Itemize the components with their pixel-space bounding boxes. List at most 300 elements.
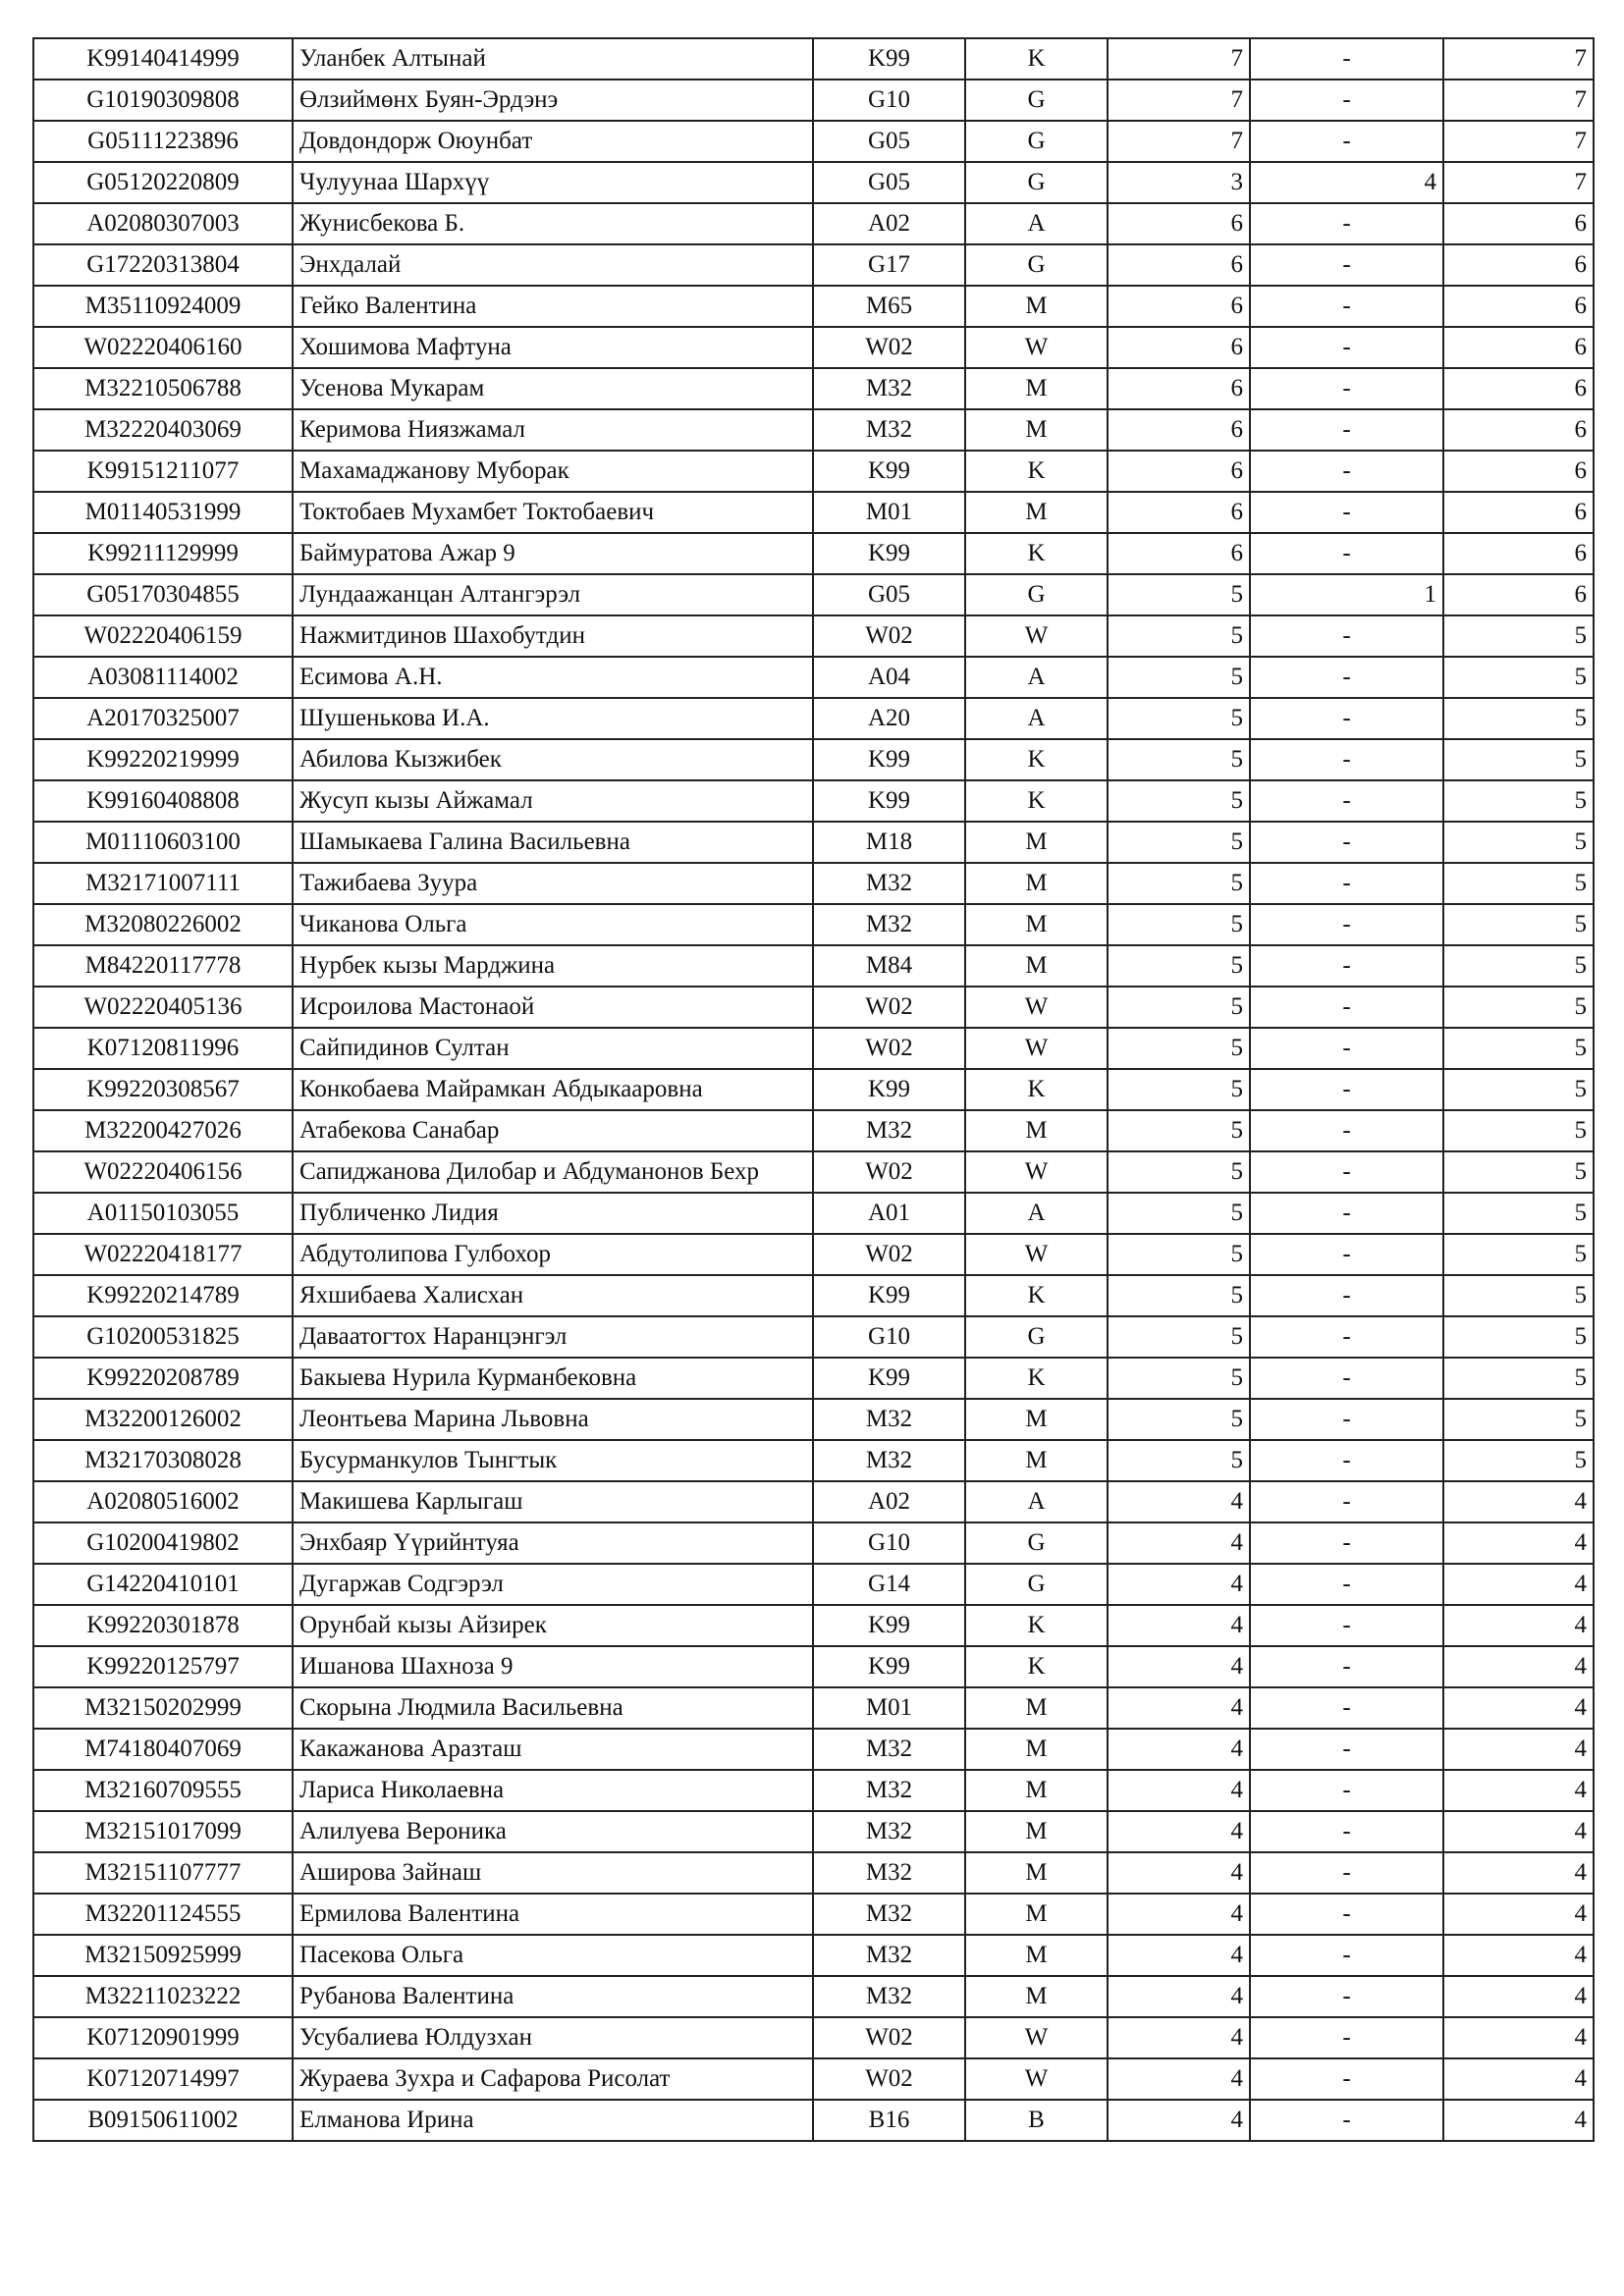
id-cell: W02220406159	[33, 615, 293, 657]
id-cell: K99211129999	[33, 533, 293, 574]
score-cell: 5	[1108, 657, 1250, 698]
name-cell: Энхдалай	[293, 244, 813, 286]
group-cell: K99	[813, 1646, 965, 1687]
table-row	[33, 1935, 1594, 1976]
name-cell: Уланбек Алтынай	[293, 38, 813, 80]
score-cell: 4	[1108, 1935, 1250, 1976]
table-row	[33, 615, 1594, 657]
total-cell: 5	[1443, 1234, 1594, 1275]
extra-cell: -	[1250, 1811, 1443, 1852]
id-cell: G10190309808	[33, 80, 293, 121]
score-cell: 5	[1108, 1275, 1250, 1316]
id-cell: K07120901999	[33, 2017, 293, 2058]
name-cell: Усенова Мукарам	[293, 368, 813, 409]
extra-cell: -	[1250, 1729, 1443, 1770]
group-cell: K99	[813, 533, 965, 574]
id-cell: K99220208789	[33, 1358, 293, 1399]
total-cell: 4	[1443, 2058, 1594, 2100]
extra-cell: -	[1250, 657, 1443, 698]
extra-cell: -	[1250, 780, 1443, 822]
id-cell: B09150611002	[33, 2100, 293, 2141]
id-cell: K99140414999	[33, 38, 293, 80]
name-cell: Жураева Зухра и Сафарова Рисолат	[293, 2058, 813, 2100]
category-cell: M	[965, 492, 1108, 533]
group-cell: G05	[813, 574, 965, 615]
table-row	[33, 409, 1594, 451]
extra-cell: -	[1250, 615, 1443, 657]
group-cell: K99	[813, 1605, 965, 1646]
score-cell: 7	[1108, 80, 1250, 121]
table-row	[33, 1729, 1594, 1770]
category-cell: M	[965, 286, 1108, 327]
group-cell: G17	[813, 244, 965, 286]
total-cell: 6	[1443, 533, 1594, 574]
score-cell: 4	[1108, 1522, 1250, 1564]
id-cell: W02220405136	[33, 987, 293, 1028]
id-cell: K99220219999	[33, 739, 293, 780]
table-row	[33, 2058, 1594, 2100]
total-cell: 4	[1443, 1605, 1594, 1646]
score-cell: 5	[1108, 1316, 1250, 1358]
group-cell: M32	[813, 1935, 965, 1976]
id-cell: A01150103055	[33, 1193, 293, 1234]
category-cell: K	[965, 1646, 1108, 1687]
extra-cell: -	[1250, 2017, 1443, 2058]
group-cell: G10	[813, 1522, 965, 1564]
score-cell: 5	[1108, 822, 1250, 863]
score-cell: 4	[1108, 2017, 1250, 2058]
total-cell: 6	[1443, 244, 1594, 286]
group-cell: M32	[813, 1811, 965, 1852]
total-cell: 5	[1443, 1028, 1594, 1069]
id-cell: A20170325007	[33, 698, 293, 739]
score-cell: 6	[1108, 492, 1250, 533]
table-row	[33, 121, 1594, 162]
category-cell: K	[965, 38, 1108, 80]
total-cell: 4	[1443, 1976, 1594, 2017]
extra-cell: -	[1250, 1193, 1443, 1234]
name-cell: Макишева Карлыгаш	[293, 1481, 813, 1522]
group-cell: M32	[813, 1440, 965, 1481]
score-cell: 5	[1108, 1399, 1250, 1440]
name-cell: Пасекова Ольга	[293, 1935, 813, 1976]
total-cell: 6	[1443, 286, 1594, 327]
group-cell: G05	[813, 162, 965, 203]
extra-cell: -	[1250, 203, 1443, 244]
name-cell: Скорына Людмила Васильевна	[293, 1687, 813, 1729]
id-cell: K07120714997	[33, 2058, 293, 2100]
table-row	[33, 1193, 1594, 1234]
extra-cell: -	[1250, 904, 1443, 945]
total-cell: 4	[1443, 2100, 1594, 2141]
total-cell: 5	[1443, 1193, 1594, 1234]
id-cell: A02080516002	[33, 1481, 293, 1522]
name-cell: Чулуунаа Шархүү	[293, 162, 813, 203]
name-cell: Елманова Ирина	[293, 2100, 813, 2141]
group-cell: K99	[813, 780, 965, 822]
extra-cell: -	[1250, 1852, 1443, 1894]
group-cell: A02	[813, 1481, 965, 1522]
id-cell: G05120220809	[33, 162, 293, 203]
id-cell: K99220308567	[33, 1069, 293, 1110]
total-cell: 5	[1443, 1440, 1594, 1481]
total-cell: 5	[1443, 1151, 1594, 1193]
score-cell: 4	[1108, 1605, 1250, 1646]
name-cell: Чиканова Ольга	[293, 904, 813, 945]
score-cell: 5	[1108, 1028, 1250, 1069]
id-cell: M32080226002	[33, 904, 293, 945]
extra-cell: -	[1250, 80, 1443, 121]
score-cell: 5	[1108, 574, 1250, 615]
total-cell: 4	[1443, 1522, 1594, 1564]
category-cell: M	[965, 1770, 1108, 1811]
name-cell: Бакыева Нурила Курманбековна	[293, 1358, 813, 1399]
name-cell: Аширова Зайнаш	[293, 1852, 813, 1894]
total-cell: 5	[1443, 822, 1594, 863]
category-cell: M	[965, 1399, 1108, 1440]
category-cell: W	[965, 2017, 1108, 2058]
name-cell: Керимова Ниязжамал	[293, 409, 813, 451]
table-row	[33, 1894, 1594, 1935]
table-row	[33, 657, 1594, 698]
name-cell: Леонтьева Марина Львовна	[293, 1399, 813, 1440]
total-cell: 4	[1443, 1646, 1594, 1687]
score-cell: 4	[1108, 1564, 1250, 1605]
extra-cell: -	[1250, 368, 1443, 409]
group-cell: W02	[813, 1028, 965, 1069]
table-row	[33, 780, 1594, 822]
name-cell: Алилуева Вероника	[293, 1811, 813, 1852]
extra-cell: -	[1250, 451, 1443, 492]
table-row	[33, 1852, 1594, 1894]
id-cell: M84220117778	[33, 945, 293, 987]
score-cell: 5	[1108, 780, 1250, 822]
score-cell: 6	[1108, 244, 1250, 286]
table-row	[33, 451, 1594, 492]
extra-cell: -	[1250, 1358, 1443, 1399]
table-row	[33, 2100, 1594, 2141]
table-row	[33, 1687, 1594, 1729]
extra-cell: -	[1250, 987, 1443, 1028]
extra-cell: -	[1250, 1151, 1443, 1193]
id-cell: M74180407069	[33, 1729, 293, 1770]
table-row	[33, 739, 1594, 780]
table-row	[33, 286, 1594, 327]
total-cell: 4	[1443, 1564, 1594, 1605]
category-cell: G	[965, 1564, 1108, 1605]
id-cell: M01110603100	[33, 822, 293, 863]
total-cell: 5	[1443, 698, 1594, 739]
table-row	[33, 327, 1594, 368]
extra-cell: -	[1250, 492, 1443, 533]
total-cell: 5	[1443, 1316, 1594, 1358]
id-cell: G10200419802	[33, 1522, 293, 1564]
score-cell: 6	[1108, 368, 1250, 409]
total-cell: 5	[1443, 863, 1594, 904]
group-cell: W02	[813, 2058, 965, 2100]
group-cell: M32	[813, 1852, 965, 1894]
table-row	[33, 904, 1594, 945]
extra-cell: 4	[1250, 162, 1443, 203]
total-cell: 5	[1443, 615, 1594, 657]
group-cell: K99	[813, 451, 965, 492]
total-cell: 6	[1443, 327, 1594, 368]
id-cell: K99220214789	[33, 1275, 293, 1316]
category-cell: G	[965, 1316, 1108, 1358]
table-row	[33, 945, 1594, 987]
table-row	[33, 2017, 1594, 2058]
extra-cell: -	[1250, 2058, 1443, 2100]
category-cell: K	[965, 451, 1108, 492]
name-cell: Ишанова Шахноза 9	[293, 1646, 813, 1687]
category-cell: M	[965, 945, 1108, 987]
score-cell: 7	[1108, 38, 1250, 80]
group-cell: A04	[813, 657, 965, 698]
score-cell: 6	[1108, 533, 1250, 574]
name-cell: Жусуп кызы Айжамал	[293, 780, 813, 822]
extra-cell: -	[1250, 1935, 1443, 1976]
total-cell: 4	[1443, 1894, 1594, 1935]
id-cell: M32150202999	[33, 1687, 293, 1729]
table-row	[33, 1151, 1594, 1193]
extra-cell: -	[1250, 1564, 1443, 1605]
category-cell: A	[965, 203, 1108, 244]
extra-cell: -	[1250, 1028, 1443, 1069]
category-cell: M	[965, 1935, 1108, 1976]
extra-cell: -	[1250, 1894, 1443, 1935]
category-cell: W	[965, 1028, 1108, 1069]
table-row	[33, 822, 1594, 863]
group-cell: M01	[813, 1687, 965, 1729]
name-cell: Хошимова Мафтуна	[293, 327, 813, 368]
table-row	[33, 1110, 1594, 1151]
name-cell: Бусурманкулов Тынгтык	[293, 1440, 813, 1481]
total-cell: 6	[1443, 574, 1594, 615]
extra-cell: -	[1250, 1316, 1443, 1358]
id-cell: M32211023222	[33, 1976, 293, 2017]
category-cell: M	[965, 1687, 1108, 1729]
table-row	[33, 1605, 1594, 1646]
table-row	[33, 1440, 1594, 1481]
score-cell: 5	[1108, 1151, 1250, 1193]
name-cell: Абдутолипова Гулбохор	[293, 1234, 813, 1275]
name-cell: Атабекова Санабар	[293, 1110, 813, 1151]
name-cell: Нажмитдинов Шахобутдин	[293, 615, 813, 657]
score-cell: 5	[1108, 1234, 1250, 1275]
table-row	[33, 698, 1594, 739]
name-cell: Довдондорж Оюунбат	[293, 121, 813, 162]
score-cell: 5	[1108, 739, 1250, 780]
category-cell: K	[965, 1275, 1108, 1316]
extra-cell: -	[1250, 1440, 1443, 1481]
total-cell: 6	[1443, 368, 1594, 409]
group-cell: W02	[813, 987, 965, 1028]
extra-cell: -	[1250, 698, 1443, 739]
name-cell: Есимова А.Н.	[293, 657, 813, 698]
table-row	[33, 1399, 1594, 1440]
results-table	[32, 37, 1595, 2142]
id-cell: G05111223896	[33, 121, 293, 162]
table-row	[33, 533, 1594, 574]
group-cell: M32	[813, 1894, 965, 1935]
group-cell: K99	[813, 38, 965, 80]
score-cell: 5	[1108, 863, 1250, 904]
category-cell: W	[965, 1234, 1108, 1275]
table-row	[33, 574, 1594, 615]
category-cell: M	[965, 1811, 1108, 1852]
name-cell: Ермилова Валентина	[293, 1894, 813, 1935]
name-cell: Яхшибаева Халисхан	[293, 1275, 813, 1316]
name-cell: Какажанова Аразташ	[293, 1729, 813, 1770]
table-row	[33, 1028, 1594, 1069]
name-cell: Энхбаяр Үүрийнтуяа	[293, 1522, 813, 1564]
total-cell: 4	[1443, 1729, 1594, 1770]
total-cell: 5	[1443, 1275, 1594, 1316]
id-cell: G10200531825	[33, 1316, 293, 1358]
group-cell: A01	[813, 1193, 965, 1234]
extra-cell: -	[1250, 1646, 1443, 1687]
total-cell: 7	[1443, 38, 1594, 80]
score-cell: 5	[1108, 698, 1250, 739]
category-cell: K	[965, 533, 1108, 574]
name-cell: Өлзиймөнх Буян-Эрдэнэ	[293, 80, 813, 121]
category-cell: M	[965, 1852, 1108, 1894]
category-cell: W	[965, 327, 1108, 368]
score-cell: 5	[1108, 987, 1250, 1028]
extra-cell: 1	[1250, 574, 1443, 615]
id-cell: G17220313804	[33, 244, 293, 286]
group-cell: M32	[813, 904, 965, 945]
category-cell: G	[965, 80, 1108, 121]
table-row	[33, 162, 1594, 203]
extra-cell: -	[1250, 244, 1443, 286]
table-row	[33, 1234, 1594, 1275]
group-cell: W02	[813, 327, 965, 368]
name-cell: Конкобаева Майрамкан Абдыкааровна	[293, 1069, 813, 1110]
id-cell: M32220403069	[33, 409, 293, 451]
score-cell: 4	[1108, 2100, 1250, 2141]
score-cell: 6	[1108, 409, 1250, 451]
id-cell: K99151211077	[33, 451, 293, 492]
total-cell: 6	[1443, 409, 1594, 451]
id-cell: G05170304855	[33, 574, 293, 615]
total-cell: 5	[1443, 657, 1594, 698]
extra-cell: -	[1250, 822, 1443, 863]
id-cell: M32200427026	[33, 1110, 293, 1151]
category-cell: M	[965, 1110, 1108, 1151]
name-cell: Абилова Кызжибек	[293, 739, 813, 780]
category-cell: G	[965, 1522, 1108, 1564]
category-cell: B	[965, 2100, 1108, 2141]
name-cell: Дугаржав Содгэрэл	[293, 1564, 813, 1605]
category-cell: M	[965, 863, 1108, 904]
score-cell: 4	[1108, 2058, 1250, 2100]
score-cell: 5	[1108, 1069, 1250, 1110]
group-cell: K99	[813, 1358, 965, 1399]
id-cell: W02220406156	[33, 1151, 293, 1193]
id-cell: M01140531999	[33, 492, 293, 533]
score-cell: 4	[1108, 1729, 1250, 1770]
score-cell: 5	[1108, 1358, 1250, 1399]
table-row	[33, 1564, 1594, 1605]
table-row	[33, 987, 1594, 1028]
group-cell: M32	[813, 1729, 965, 1770]
id-cell: M32151107777	[33, 1852, 293, 1894]
score-cell: 3	[1108, 162, 1250, 203]
category-cell: A	[965, 657, 1108, 698]
score-cell: 4	[1108, 1894, 1250, 1935]
group-cell: A02	[813, 203, 965, 244]
category-cell: M	[965, 368, 1108, 409]
extra-cell: -	[1250, 327, 1443, 368]
score-cell: 5	[1108, 615, 1250, 657]
total-cell: 4	[1443, 1481, 1594, 1522]
total-cell: 5	[1443, 904, 1594, 945]
name-cell: Орунбай кызы Айзирек	[293, 1605, 813, 1646]
table-row	[33, 1481, 1594, 1522]
extra-cell: -	[1250, 1234, 1443, 1275]
category-cell: M	[965, 409, 1108, 451]
group-cell: B16	[813, 2100, 965, 2141]
group-cell: M32	[813, 1110, 965, 1151]
group-cell: K99	[813, 1069, 965, 1110]
id-cell: W02220418177	[33, 1234, 293, 1275]
score-cell: 7	[1108, 121, 1250, 162]
id-cell: M32160709555	[33, 1770, 293, 1811]
category-cell: K	[965, 739, 1108, 780]
extra-cell: -	[1250, 863, 1443, 904]
category-cell: A	[965, 698, 1108, 739]
category-cell: A	[965, 1193, 1108, 1234]
total-cell: 4	[1443, 1811, 1594, 1852]
group-cell: M32	[813, 1770, 965, 1811]
name-cell: Баймуратова Ажар 9	[293, 533, 813, 574]
table-row	[33, 203, 1594, 244]
category-cell: W	[965, 615, 1108, 657]
id-cell: M32201124555	[33, 1894, 293, 1935]
name-cell: Нурбек кызы Марджина	[293, 945, 813, 987]
group-cell: W02	[813, 2017, 965, 2058]
table-row	[33, 1358, 1594, 1399]
id-cell: M32150925999	[33, 1935, 293, 1976]
id-cell: M32171007111	[33, 863, 293, 904]
extra-cell: -	[1250, 1605, 1443, 1646]
id-cell: M35110924009	[33, 286, 293, 327]
group-cell: K99	[813, 1275, 965, 1316]
category-cell: M	[965, 822, 1108, 863]
score-cell: 4	[1108, 1852, 1250, 1894]
group-cell: M18	[813, 822, 965, 863]
name-cell: Лундаажанцан Алтангэрэл	[293, 574, 813, 615]
extra-cell: -	[1250, 1687, 1443, 1729]
group-cell: M32	[813, 1976, 965, 2017]
extra-cell: -	[1250, 945, 1443, 987]
category-cell: W	[965, 987, 1108, 1028]
name-cell: Токтобаев Мухамбет Токтобаевич	[293, 492, 813, 533]
extra-cell: -	[1250, 409, 1443, 451]
group-cell: M01	[813, 492, 965, 533]
table-body	[33, 38, 1594, 2141]
total-cell: 6	[1443, 451, 1594, 492]
category-cell: K	[965, 780, 1108, 822]
extra-cell: -	[1250, 1069, 1443, 1110]
category-cell: M	[965, 1729, 1108, 1770]
extra-cell: -	[1250, 1481, 1443, 1522]
extra-cell: -	[1250, 1522, 1443, 1564]
category-cell: M	[965, 1440, 1108, 1481]
extra-cell: -	[1250, 1976, 1443, 2017]
extra-cell: -	[1250, 1275, 1443, 1316]
